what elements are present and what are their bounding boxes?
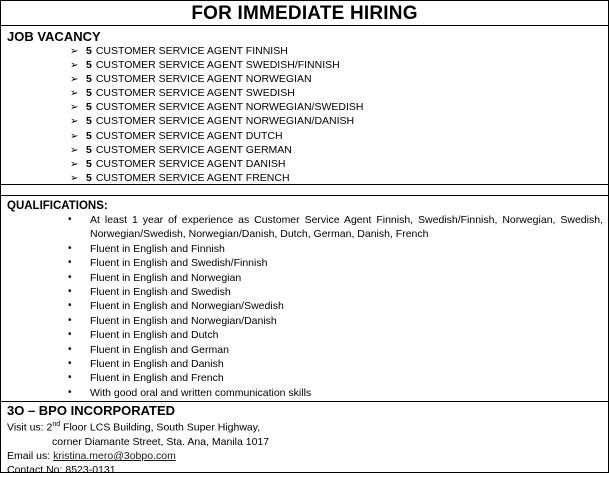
bullet-icon: •	[68, 329, 72, 341]
vacancy-position: CUSTOMER SERVICE AGENT FRENCH	[95, 171, 290, 184]
email-link[interactable]: kristina.mero@3obpo.com	[53, 450, 176, 463]
vacancy-position: CUSTOMER SERVICE AGENT SWEDISH/FINNISH	[95, 59, 340, 72]
qualification-item	[68, 371, 603, 385]
arrow-bullet-icon: ➢	[70, 46, 79, 57]
qualification-text: Fluent in English and Danish	[90, 358, 224, 371]
arrow-bullet-icon: ➢	[70, 74, 79, 86]
qualification-item	[68, 242, 603, 256]
vacancy-item	[70, 157, 363, 171]
vacancy-position: CUSTOMER SERVICE AGENT DUTCH	[95, 129, 283, 142]
vacancy-item	[70, 129, 363, 143]
qualification-item	[68, 386, 603, 400]
bullet-icon: •	[68, 372, 72, 384]
vacancy-count: 5	[86, 115, 92, 128]
arrow-bullet-icon: ➢	[70, 60, 79, 72]
arrow-bullet-icon: ➢	[70, 172, 79, 184]
vacancy-position: CUSTOMER SERVICE AGENT FINNISH	[95, 45, 288, 57]
contact-line	[7, 463, 269, 477]
floor-number: 2	[46, 421, 53, 434]
qualification-item	[68, 213, 603, 242]
qualification-item	[68, 343, 603, 357]
vacancy-item	[70, 72, 363, 86]
floor-suffix: nd	[52, 421, 61, 428]
arrow-bullet-icon: ➢	[70, 158, 79, 170]
vacancy-count: 5	[86, 171, 92, 184]
company-name: 3O – BPO INCORPORATED	[7, 403, 176, 418]
bullet-icon: •	[68, 257, 72, 269]
address-text: Floor LCS Building, South Super Highway,	[60, 421, 261, 434]
vacancy-count: 5	[86, 45, 92, 57]
qualifications-heading: QUALIFICATIONS:	[7, 200, 108, 212]
qualification-text: Fluent in English and Norwegian/Swedish	[90, 300, 284, 313]
divider	[0, 25, 609, 26]
job-vacancy-list	[70, 44, 363, 185]
qualification-text: At least 1 year of experience as Customer Service Agent Finnish, Swedish/Finnish, Norwegian, Swedish, Norwegian/Swedish, Norwegian/Danish, Dutch, German, Danish, French	[90, 214, 603, 241]
arrow-bullet-icon: ➢	[70, 144, 79, 156]
visit-label: Visit us:	[7, 421, 47, 434]
divider	[0, 195, 609, 196]
bullet-icon: •	[68, 343, 72, 355]
email-label: Email us:	[7, 450, 54, 463]
arrow-bullet-icon: ➢	[70, 116, 79, 128]
vacancy-item	[70, 100, 363, 114]
bullet-icon: •	[68, 358, 72, 370]
vacancy-count: 5	[86, 73, 92, 86]
address-line-1	[7, 418, 269, 435]
page-title: FOR IMMEDIATE HIRING	[191, 3, 418, 24]
bullet-icon: •	[68, 300, 72, 312]
vacancy-position: CUSTOMER SERVICE AGENT SWEDISH	[95, 87, 295, 100]
vacancy-item	[70, 44, 363, 58]
qualification-text: Fluent in English and Swedish	[90, 286, 231, 299]
qualification-text: Fluent in English and Swedish/Finnish	[90, 257, 268, 270]
arrow-bullet-icon: ➢	[70, 88, 79, 100]
qualification-item	[68, 357, 603, 371]
divider	[0, 401, 609, 402]
vacancy-position: CUSTOMER SERVICE AGENT DANISH	[95, 157, 286, 170]
qualification-text: Fluent in English and German	[90, 343, 229, 356]
divider	[0, 184, 609, 185]
bullet-icon: •	[68, 286, 72, 298]
qualification-text: Fluent in English and French	[90, 372, 224, 385]
arrow-bullet-icon: ➢	[70, 102, 79, 114]
qualification-item	[68, 256, 603, 270]
vacancy-count: 5	[86, 129, 92, 142]
qualification-item	[68, 328, 603, 342]
contact-block	[7, 418, 269, 478]
email-line	[7, 449, 269, 463]
qualification-text: Fluent in English and Dutch	[90, 329, 219, 342]
bullet-icon: •	[68, 314, 72, 326]
qualifications-list	[68, 213, 603, 400]
qualification-item	[68, 285, 603, 299]
vacancy-count: 5	[86, 143, 92, 156]
address-line-2: corner Diamante Street, Sta. Ana, Manila 1017	[52, 435, 270, 448]
contact-number: 8523-0131	[65, 464, 116, 477]
qualification-text: Fluent in English and Norwegian	[90, 271, 242, 284]
vacancy-count: 5	[86, 87, 92, 100]
vacancy-count: 5	[86, 59, 92, 72]
vacancy-count: 5	[86, 101, 92, 114]
vacancy-position: CUSTOMER SERVICE AGENT NORWEGIAN/DANISH	[95, 115, 355, 128]
qualification-item	[68, 271, 603, 285]
qualification-text: Fluent in English and Norwegian/Danish	[90, 314, 277, 327]
vacancy-count: 5	[86, 157, 92, 170]
vacancy-item	[70, 171, 363, 185]
contact-label: Contact No:	[7, 464, 66, 477]
qualification-item	[68, 299, 603, 313]
job-vacancy-heading: JOB VACANCY	[7, 29, 101, 44]
vacancy-position: CUSTOMER SERVICE AGENT GERMAN	[95, 143, 292, 156]
bullet-icon: •	[68, 271, 72, 283]
qualification-text: With good oral and written communication skills	[90, 386, 312, 399]
bullet-icon: •	[68, 386, 72, 398]
bullet-icon: •	[68, 242, 72, 254]
qualification-item	[68, 314, 603, 328]
arrow-bullet-icon: ➢	[70, 130, 79, 142]
vacancy-position: CUSTOMER SERVICE AGENT NORWEGIAN	[95, 73, 312, 86]
vacancy-item	[70, 143, 363, 157]
vacancy-item	[70, 58, 363, 72]
qualification-text: Fluent in English and Finnish	[90, 242, 225, 255]
vacancy-item	[70, 86, 363, 100]
bullet-icon: •	[68, 214, 72, 225]
vacancy-position: CUSTOMER SERVICE AGENT NORWEGIAN/SWEDISH	[95, 101, 364, 114]
vacancy-item	[70, 114, 363, 128]
